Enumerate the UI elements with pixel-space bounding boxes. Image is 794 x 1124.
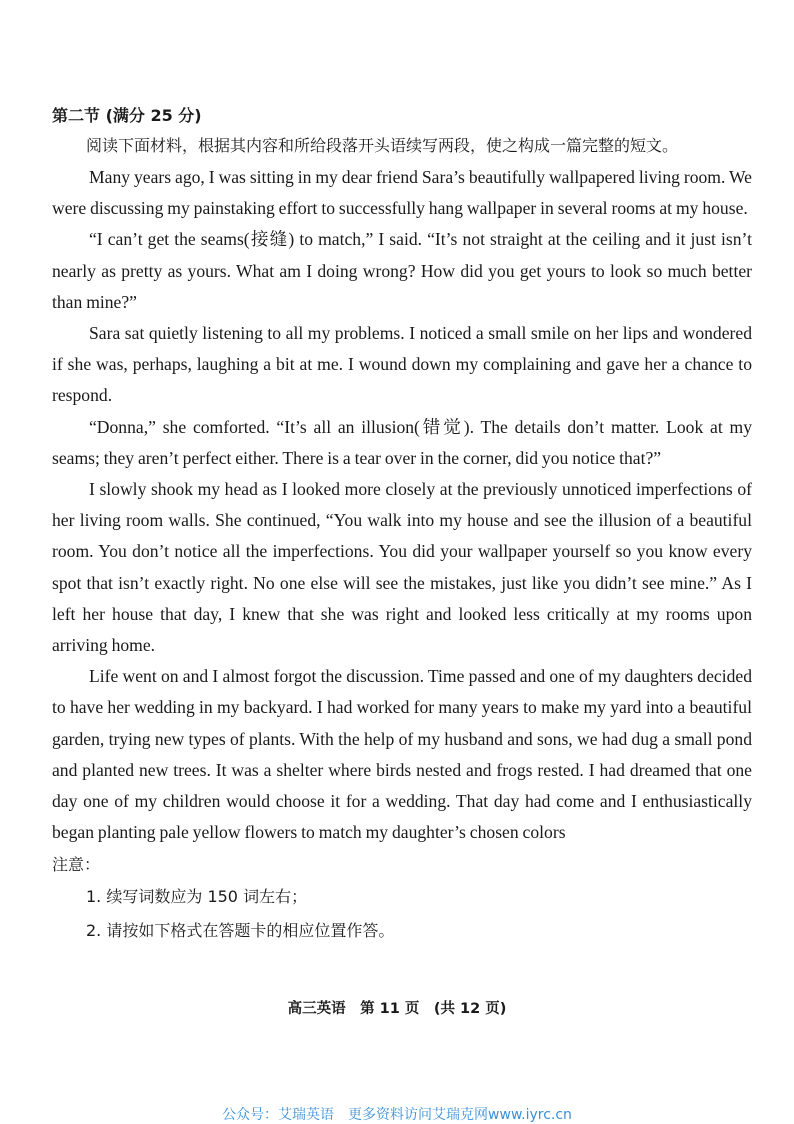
instruction-text: 阅读下面材料，根据其内容和所给段落开头语续写两段，使之构成一篇完整的短文。 [86,136,679,155]
passage-paragraph-4: “Donna,” she comforted. “It’s all an illusion(错觉). The details don’t matter. Look at my seams; they aren’t perfect either. There is a tear over in the corner, did you notice that?” [52,416,752,468]
watermark-text: 公众号：艾瑞英语 更多资料访问艾瑞克网www.iyrc.cn [222,1107,572,1123]
passage-paragraph-6: Life went on and I almost forgot the discussion. Time passed and one of my daughters decided to have her wedding in my backyard. I had worked for many years to make my yard into a beautiful garden, trying new types of plants. With the help of my husband and sons, we had dug a small pond and planted new trees. It was a shelter where birds nested and frogs rested. I had dreamed that one day one of my children would choose it for a wedding. That day had come and I enthusiastically began planting pale yellow flowers to match my daughter’s chosen colors [52,666,752,843]
passage-paragraph-1: Many years ago, I was sitting in my dear friend Sara’s beautifully wallpapered living room. We were discussing my painstaking effort to successfully hang wallpaper in several rooms at my house. [52,167,752,219]
section-title: 第二节 (满分 25 分) [52,106,202,125]
reading-passage [52,162,752,848]
notes-heading: 注意： [52,855,101,875]
passage-paragraph-2: “I can’t get the seams(接缝) to match,” I said. “It’s not straight at the ceiling and it just isn’t nearly as pretty as yours. What am I doing wrong? How did you get yours to look so much better than mine?” [52,229,752,312]
passage-paragraph-3: Sara sat quietly listening to all my problems. I noticed a small smile on her lips and wondered if she was, perhaps, laughing a bit at me. I wound down my complaining and gave her a chance to respond. [52,323,752,406]
note-item-2: 2. 请按如下格式在答题卡的相应位置作答。 [86,921,395,941]
passage-paragraph-5: I slowly shook my head as I looked more closely at the previously unnoticed imperfections of her living room walls. She continued, “You walk into my house and see the illusion of a beautiful room. You don’t notice all the imperfections. You did your wallpaper yourself so you know every spot that isn’t exactly right. No one else will see the mistakes, just like you didn’t see mine.” As I left her house that day, I knew that she was right and looked less critically at my rooms upon arriving home. [52,479,752,656]
note-item-1: 1. 续写词数应为 150 词左右； [86,887,308,907]
exam-page [52,104,752,948]
page-footer: 高三英语 第 11 页 (共 12 页) [287,1001,507,1017]
